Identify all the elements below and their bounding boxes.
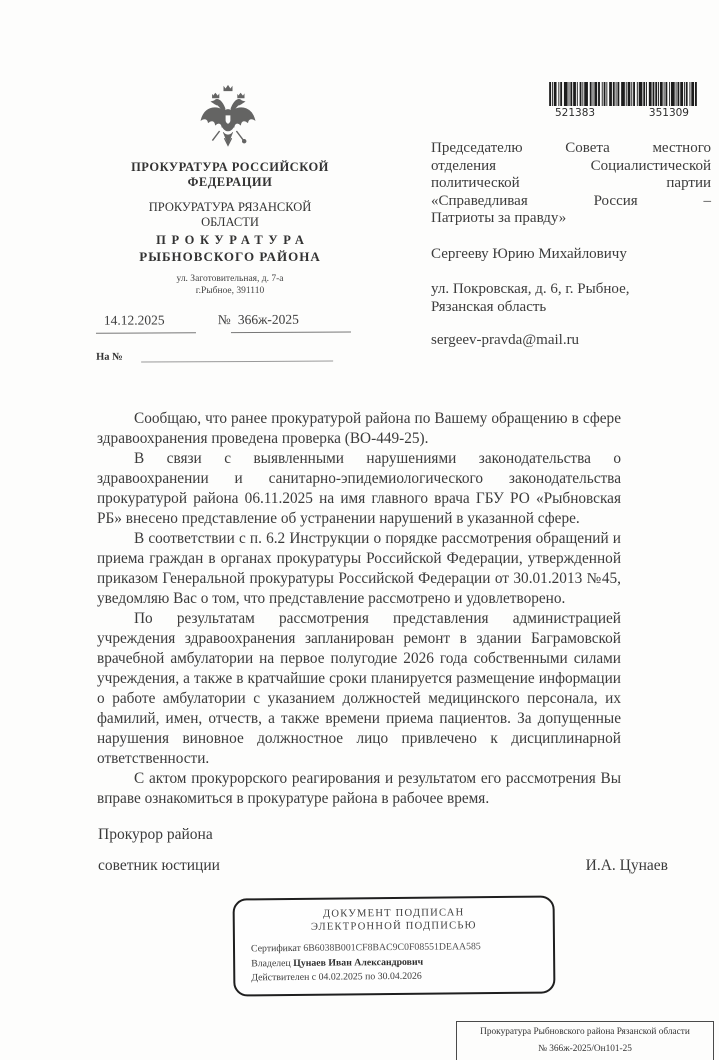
body-paragraph: В связи с выявленными нарушениями законодательства о здравоохранении и санитарно-эпидемиологического законодательства прокуратурой района 06.11.2025 на имя главного врача ГБУ РО «Рыбновская РБ» внесено представление об устранении нарушений в указанной сфере. [97, 450, 621, 527]
registration-footer-box [456, 1021, 714, 1060]
recipient-name: Сергееву Юрию Михайловичу [431, 245, 627, 262]
recipient-line: Патриоты за правду» [431, 210, 567, 227]
letterhead-region-line1: ПРОКУРАТУРА РЯЗАНСКОЙ [148, 200, 312, 214]
recipient-line: Председателю Совета местного [431, 140, 711, 156]
signer-name: И.А. Цунаев [585, 857, 668, 874]
letterhead-district-line2: РЫБНОВСКОГО РАЙОНА [139, 249, 321, 264]
validity-label: Действителен с [251, 971, 317, 984]
letterhead-district-line1: ПРОКУРАТУРА [156, 233, 310, 247]
footer-registration-number: № 366ж-2025/Он101-25 [538, 1043, 632, 1054]
reply-to-blank-line [141, 350, 333, 363]
footer-organization: Прокуратура Рыбновского района Рязанской области [480, 1027, 690, 1037]
recipient-email: sergeev-pravda@mail.ru [431, 332, 580, 349]
letterhead-region-line2: ОБЛАСТИ [201, 215, 259, 229]
reference-block [96, 311, 396, 363]
stamp-title-line2: ЭЛЕКТРОННОЙ ПОДПИСЬЮ [310, 920, 477, 933]
certificate-label: Сертификат [250, 942, 301, 955]
signer-position-line2: советник юстиции [98, 857, 220, 874]
recipient-line: политической партии [431, 175, 711, 192]
number-sign: № [217, 312, 231, 328]
stamp-validity-line [251, 969, 537, 986]
owner-label: Владелец [251, 957, 291, 969]
letterhead-city: г.Рыбное, 391110 [195, 285, 265, 296]
body-paragraph: По результатам рассмотрения представления администрацией учреждения здравоохранения запланирован ремонт в здании Баграмовской врачебной амбулатории на первое полугодие 2026 года собственными силами учреждения, а также в кратчайшие сроки планируется размещение информации о работе амбулатории с указанием должностей медицинского персонала, их фамилий, имен, отчеств, а также времени приема пациентов. За допущенные нарушения виновное должностное лицо привлечено к дисциплинарной ответственности. [97, 610, 621, 767]
recipient-address-line1: ул. Покровская, д. 6, г. Рыбное, [431, 280, 630, 297]
letter-body [97, 409, 621, 809]
body-paragraph: С актом прокурорского реагирования и результатом его рассмотрения Вы вправе ознакомиться в прокуратуре района в рабочее время. [97, 770, 621, 807]
recipient-line: отделения Социалистической [431, 157, 711, 174]
reply-to-label: На № [96, 351, 123, 363]
certificate-value: 6B6038B001CF8BAC9C0F08551DEAA585 [303, 941, 481, 954]
recipient-address-line2: Рязанская область [431, 298, 547, 315]
stamp-title-line1: ДОКУМЕНТ ПОДПИСАН [322, 907, 465, 920]
letterhead-street: ул. Заготовительная, д. 7-а [176, 274, 284, 284]
outgoing-number: 366ж-2025 [231, 311, 351, 333]
coat-of-arms-icon [198, 82, 258, 162]
signature-block [98, 826, 668, 875]
letterhead [96, 160, 364, 297]
barcode-icon [543, 82, 703, 106]
body-paragraph: В соответствии с п. 6.2 Инструкции о порядке рассмотрения обращений и приема граждан в органах прокуратуры Российской Федерации, утвержденной приказом Генеральной прокуратуры Российской Федерации от 30.01.2013 №45, уведомляю Вас о том, что представление рассмотрено и удовлетворено. [97, 530, 621, 607]
barcode-digits-right: 351309 [648, 107, 689, 119]
barcode-digits-left: 521383 [555, 107, 596, 119]
outgoing-date: 14.12.2025 [96, 312, 196, 334]
letterhead-federation-line1: ПРОКУРАТУРА РОССИЙСКОЙ [131, 160, 329, 174]
signer-position-line1: Прокурор района [98, 826, 213, 843]
letterhead-federation-line2: ФЕДЕРАЦИИ [187, 175, 273, 189]
electronic-signature-stamp [233, 895, 556, 996]
valid-to-label: по [365, 971, 376, 983]
valid-from-date: 04.02.2025 [318, 971, 363, 983]
barcode-block [543, 82, 703, 119]
valid-to-date: 30.04.2026 [377, 970, 422, 983]
body-paragraph: Сообщаю, что ранее прокуратурой района по Вашему обращению в сфере здравоохранения проведена проверка (ВО-449-25). [97, 410, 621, 447]
recipient-block [431, 140, 711, 349]
recipient-line: «Справедливая Россия – [431, 192, 711, 209]
owner-value: Цунаев Иван Александрович [293, 956, 424, 969]
